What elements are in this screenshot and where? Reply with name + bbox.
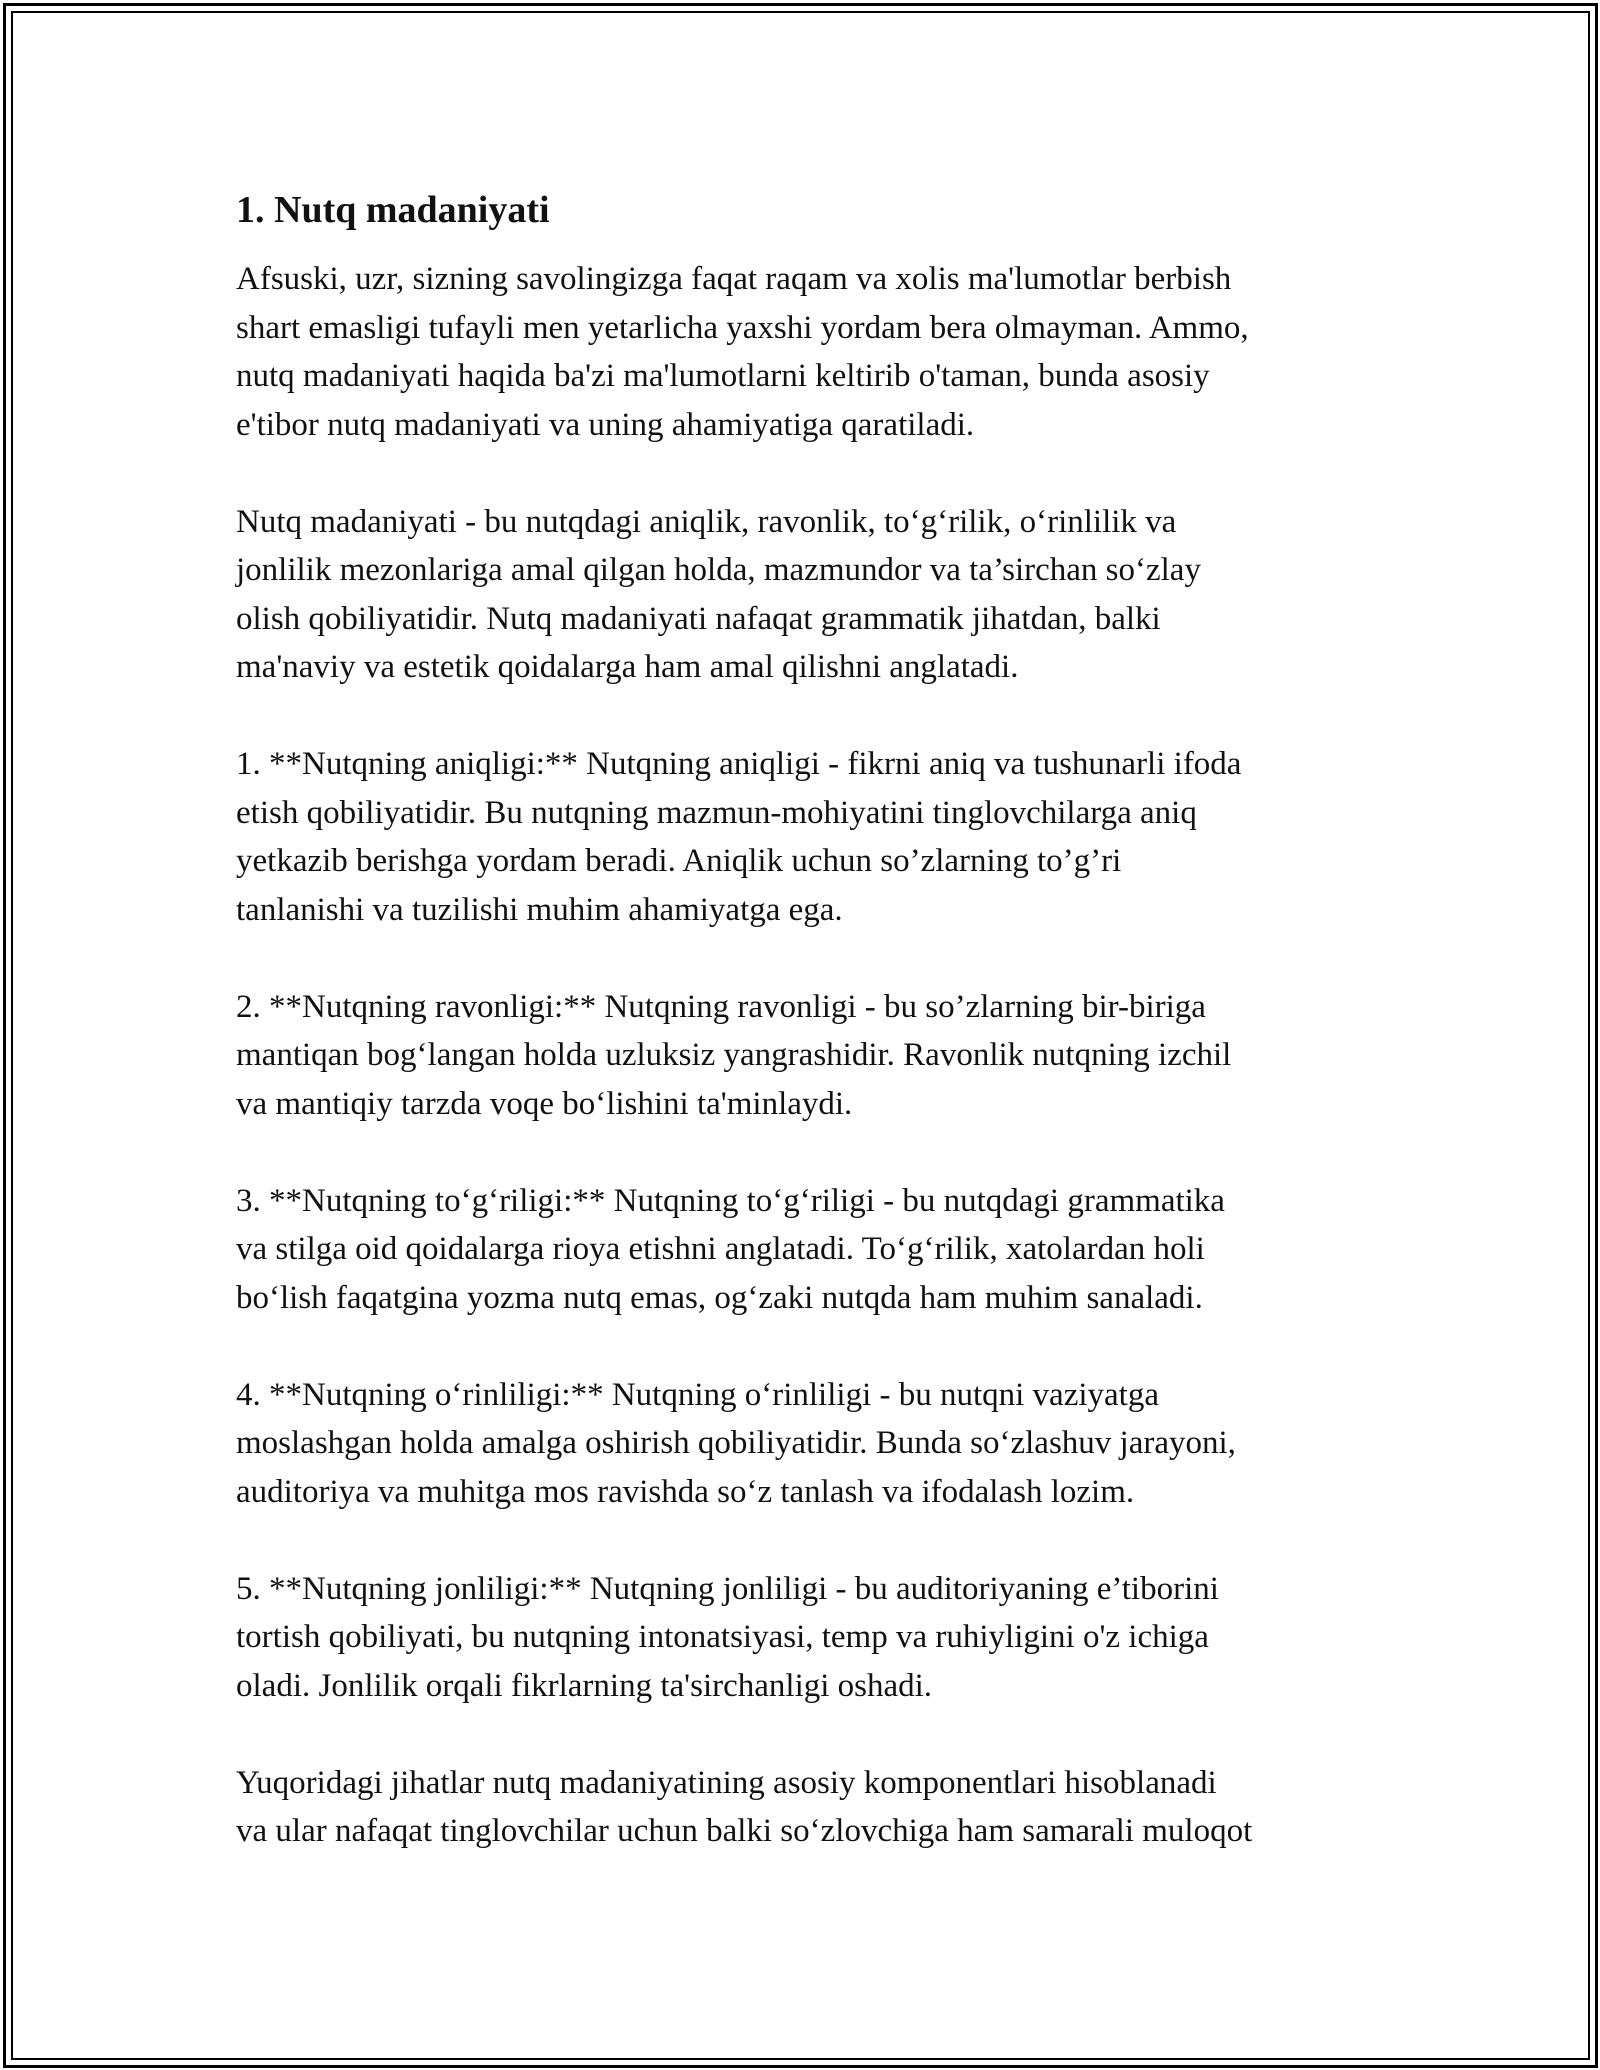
paragraph-intro: Afsuski, uzr, sizning savolingizga faqat raqam va xolis ma'lumotlar berbish shart emasligi tufayli men yetarlicha yaxshi yordam bera olmayman. Ammo, nutq madaniyati haqida ba'zi ma'lumotlarni keltirib o'taman, bunda asosiy e'tibor nutq madaniyati va uning ahamiyatiga qaratiladi. [236, 261, 1249, 443]
paragraph-fluency: 2. **Nutqning ravonligi:** Nutqning ravonligi - bu so’zlarning bir-biriga mantiqan bog‘langan holda uzluksiz yangrashidir. Ravonlik nutqning izchil va mantiqiy tarzda voqe bo‘lishini ta'minlaydi. [236, 988, 1232, 1122]
paragraph-conclusion: Yuqoridagi jihatlar nutq madaniyatining asosiy komponentlari hisoblanadi va ular nafaqat tinglovchilar uchun balki so‘zlovchiga ham samarali muloqot [236, 1764, 1253, 1849]
paragraph-accuracy: 1. **Nutqning aniqligi:** Nutqning aniqligi - fikrni aniq va tushunarli ifoda etish qobiliyatidir. Bu nutqning mazmun-mohiyatini tinglovchilarga aniq yetkazib berishga yordam beradi. Aniqlik uchun so’zlarning to’g’ri tanlanishi va tuzilishi muhim ahamiyatga ega. [236, 746, 1242, 928]
paragraph-appropriateness: 4. **Nutqning o‘rinliligi:** Nutqning o‘rinliligi - bu nutqni vaziyatga moslashgan holda amalga oshirish qobiliyatidir. Bunda so‘zlashuv jarayoni, auditoriya va muhitga mos ravishda so‘z tanlash va ifodalash lozim. [236, 1376, 1236, 1510]
document-title: 1. Nutq madaniyati [236, 189, 550, 231]
paragraph-liveliness: 5. **Nutqning jonliligi:** Nutqning jonliligi - bu auditoriyaning e’tiborini tortish qobiliyati, bu nutqning intonatsiyasi, temp va ruhiyligini o'z ichiga oladi. Jonlilik orqali fikrlarning ta'sirchanligi oshadi. [236, 1570, 1219, 1704]
paragraph-definition: Nutq madaniyati - bu nutqdagi aniqlik, ravonlik, to‘g‘rilik, o‘rinlilik va jonlilik mezonlariga amal qilgan holda, mazmundor va ta’sirchan so‘zlay olish qobiliyatidir. Nutq madaniyati nafaqat grammatik jihatdan, balki ma'naviy va estetik qoidalarga ham amal qilishni anglatadi. [236, 503, 1201, 685]
paragraph-correctness: 3. **Nutqning to‘g‘riligi:** Nutqning to‘g‘riligi - bu nutqdagi grammatika va stilga oid qoidalarga rioya etishni anglatadi. To‘g‘rilik, xatolardan holi bo‘lish faqatgina yozma nutq emas, og‘zaki nutqda ham muhim sanaladi. [236, 1182, 1225, 1316]
document-body [236, 186, 1376, 1856]
